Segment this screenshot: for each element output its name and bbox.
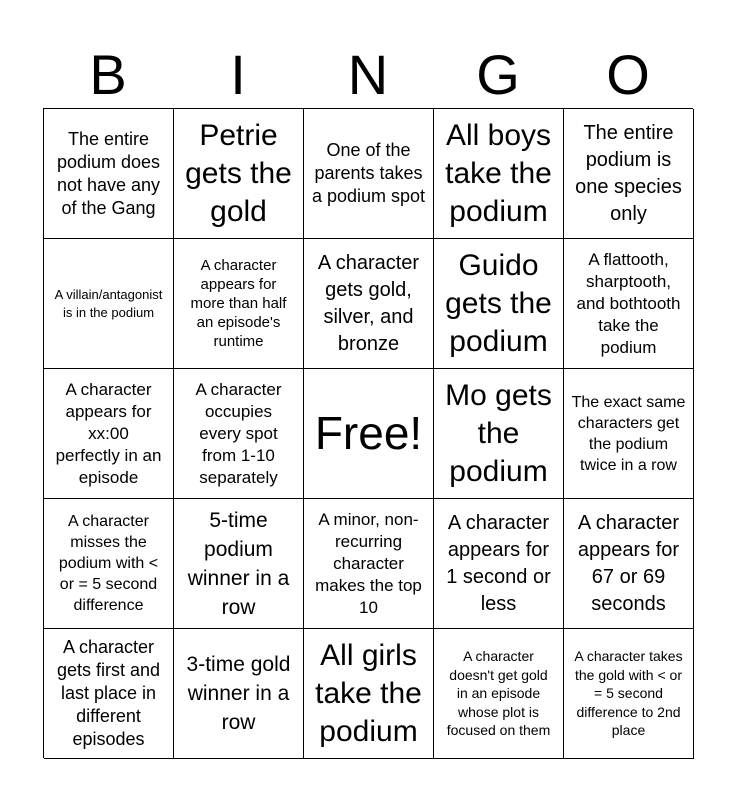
bingo-cell[interactable]	[434, 369, 564, 499]
cell-text: 5-time podium winner in a row	[187, 508, 290, 619]
bingo-cell[interactable]	[434, 629, 564, 759]
bingo-cell-free[interactable]	[304, 369, 434, 499]
cell-text: A character appears for xx:00 perfectly in an episode	[55, 379, 162, 487]
cell-text: A character appears for 1 second or less	[446, 511, 551, 615]
bingo-cell[interactable]	[564, 109, 694, 239]
header-letter-g: G	[476, 43, 520, 106]
bingo-cell[interactable]	[304, 239, 434, 369]
free-space-text: Free!	[314, 407, 423, 460]
header-letter-b: B	[89, 43, 127, 106]
bingo-cell[interactable]	[564, 629, 694, 759]
cell-text: A character occupies every spot from 1-10 separately	[195, 379, 282, 487]
cell-text: A character gets first and last place in different episodes	[56, 637, 161, 749]
header-letter-o: O	[606, 43, 650, 106]
bingo-cell[interactable]	[44, 239, 174, 369]
bingo-cell[interactable]	[564, 499, 694, 629]
bingo-cell[interactable]	[174, 499, 304, 629]
header-letter-i: I	[230, 43, 246, 106]
cell-text: A character gets gold, silver, and bronze	[317, 251, 420, 355]
bingo-cell[interactable]	[434, 499, 564, 629]
bingo-cell[interactable]	[174, 109, 304, 239]
cell-text: A character appears for more than half an episode's runtime	[190, 257, 287, 350]
cell-text: A character takes the gold with < or = 5 second difference to 2nd place	[574, 648, 683, 739]
cell-text: The entire podium does not have any of the Gang	[56, 128, 161, 218]
bingo-cell[interactable]	[174, 239, 304, 369]
cell-text: Mo gets the podium	[445, 378, 552, 488]
bingo-cell[interactable]	[44, 109, 174, 239]
cell-text: The entire podium is one species only	[575, 121, 682, 225]
cell-text: A character misses the podium with < or = 5 second difference	[58, 513, 159, 614]
header-letter-n: N	[347, 43, 389, 106]
bingo-cell[interactable]	[434, 239, 564, 369]
bingo-cell[interactable]	[434, 109, 564, 239]
cell-text: A minor, non-recurring character makes the top 10	[315, 509, 422, 617]
bingo-cell[interactable]	[304, 109, 434, 239]
cell-text: A character doesn't get gold in an episode whose plot is focused on them	[446, 648, 551, 739]
bingo-cell[interactable]	[44, 369, 174, 499]
bingo-grid	[43, 108, 693, 758]
bingo-cell[interactable]	[174, 629, 304, 759]
cell-text: The exact same characters get the podium twice in a row	[571, 393, 686, 474]
cell-text: One of the parents takes a podium spot	[311, 140, 426, 206]
cell-text: A villain/antagonist is in the podium	[54, 286, 163, 320]
cell-text: All girls take the podium	[315, 638, 422, 748]
cell-text: Petrie gets the gold	[185, 118, 292, 228]
cell-text: A flattooth, sharptooth, and bothtooth take the podium	[576, 249, 681, 357]
cell-text: Guido gets the podium	[445, 248, 552, 358]
bingo-cell[interactable]	[44, 499, 174, 629]
cell-text: 3-time gold winner in a row	[186, 653, 291, 734]
bingo-cell[interactable]	[304, 629, 434, 759]
cell-text: All boys take the podium	[445, 118, 552, 228]
bingo-cell[interactable]	[564, 239, 694, 369]
bingo-cell[interactable]	[564, 369, 694, 499]
bingo-cell[interactable]	[304, 499, 434, 629]
bingo-cell[interactable]	[44, 629, 174, 759]
bingo-header	[43, 42, 693, 108]
cell-text: A character appears for 67 or 69 seconds	[577, 511, 680, 615]
bingo-cell[interactable]	[174, 369, 304, 499]
